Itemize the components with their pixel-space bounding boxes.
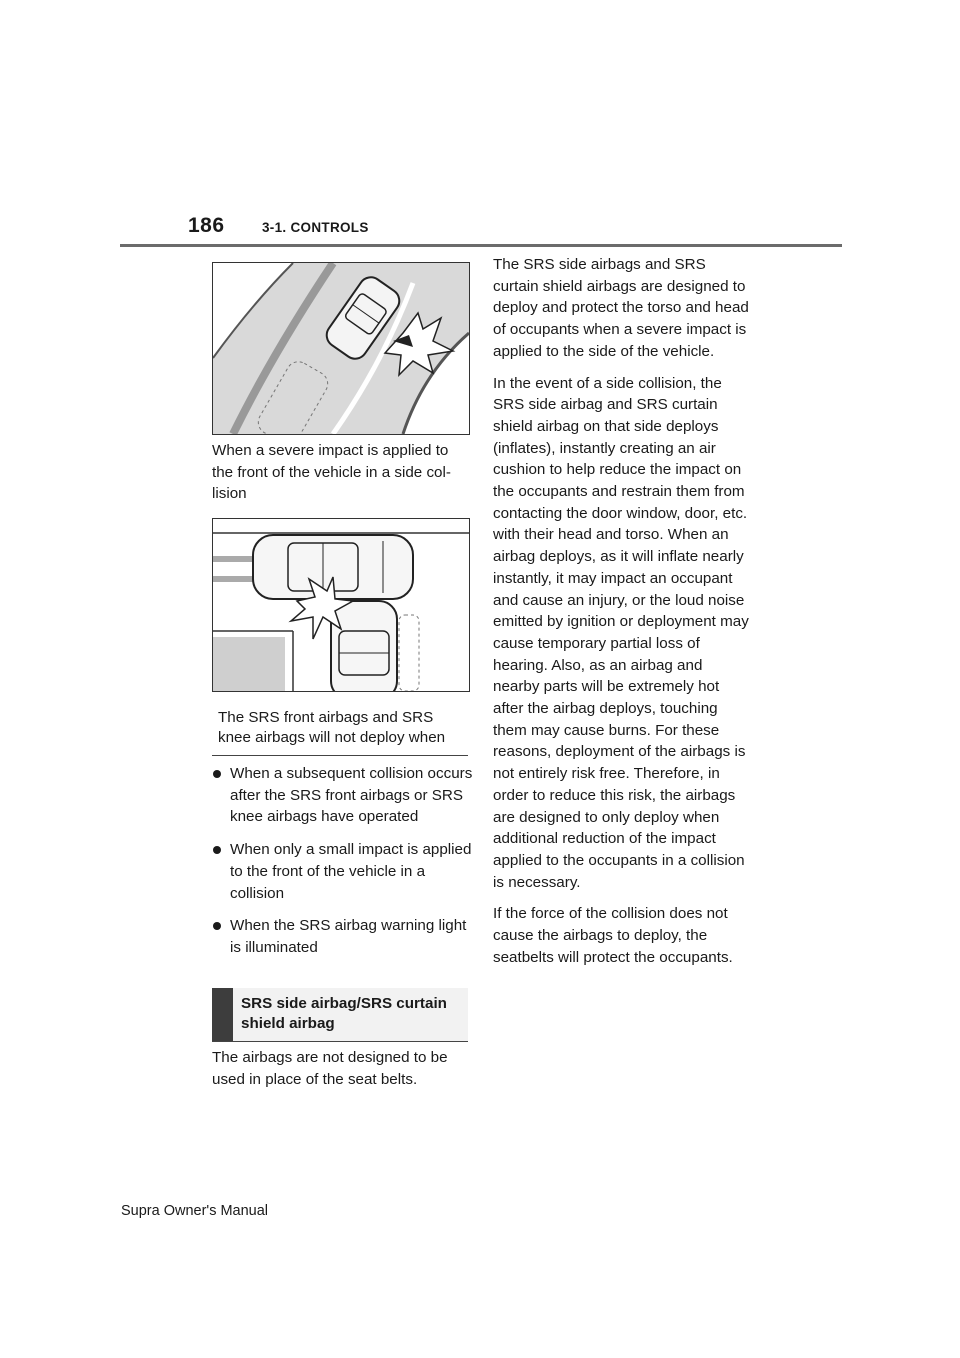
section-heading <box>212 988 468 1042</box>
header-rule <box>120 244 842 247</box>
closing-paragraph: The airbags are not designed to be used in place of the seat belts. <box>212 1049 448 1088</box>
right-column <box>493 254 749 979</box>
paragraph: If the force of the collision does not cause the airbags to deploy, the seatbelts will protect the occupants. <box>493 905 733 966</box>
heading-bar <box>212 988 233 1041</box>
list-item: When only a small impact is applied to the front of the vehicle in a collision <box>212 839 474 904</box>
illustration-side-collision <box>212 518 470 692</box>
section-title: 3-1. CONTROLS <box>262 220 369 235</box>
notice-line: The SRS front airbags and SRS <box>218 709 434 726</box>
section-heading-text <box>233 988 447 1041</box>
bullet-list <box>212 763 474 970</box>
illustration-curve-collision <box>212 262 470 435</box>
paragraph: The SRS side airbags and SRS curtain shield airbags are designed to deploy and protect the torso and head of occupants when a severe impact is applied to the side of the vehicle. <box>493 256 749 360</box>
notice-line: knee airbags will not deploy when <box>218 729 446 746</box>
footer-manual-title: Supra Owner's Manual <box>121 1203 269 1219</box>
page-number: 186 <box>188 214 225 237</box>
figure1-caption: When a severe impact is applied to the front of the vehicle in a side col-lision <box>212 442 451 503</box>
paragraph: In the event of a side collision, the SRS side airbag and SRS curtain shield airbag on that side deploys (inflates), instantly creating an air cushion to help reduce the impact on the occupants and restrain them from contacting the door window, door, etc. with their head and torso. When an airbag deploys, as it will inflate nearly instantly, it may impact an occupant and cause an injury, or the loud noise emitted by ignition or deployment may cause temporary partial loss of hearing. Also, as an airbag and nearby parts will be extremely hot after the airbag deploys, touching them may cause burns. For these reasons, deployment of the airbags is not entirely risk free. Therefore, in order to reduce this risk, the airbags are designed to only deploy when additional reduction of the impact applied to the occupants in a collision is necessary. <box>493 374 749 891</box>
heading-line: SRS side airbag/SRS curtain <box>241 995 447 1012</box>
heading-line: shield airbag <box>241 1015 335 1032</box>
notice-box <box>212 704 468 756</box>
list-item: When the SRS airbag warning light is illuminated <box>212 915 474 958</box>
list-item: When a subsequent collision occurs after the SRS front airbags or SRS knee airbags have operated <box>212 763 474 828</box>
